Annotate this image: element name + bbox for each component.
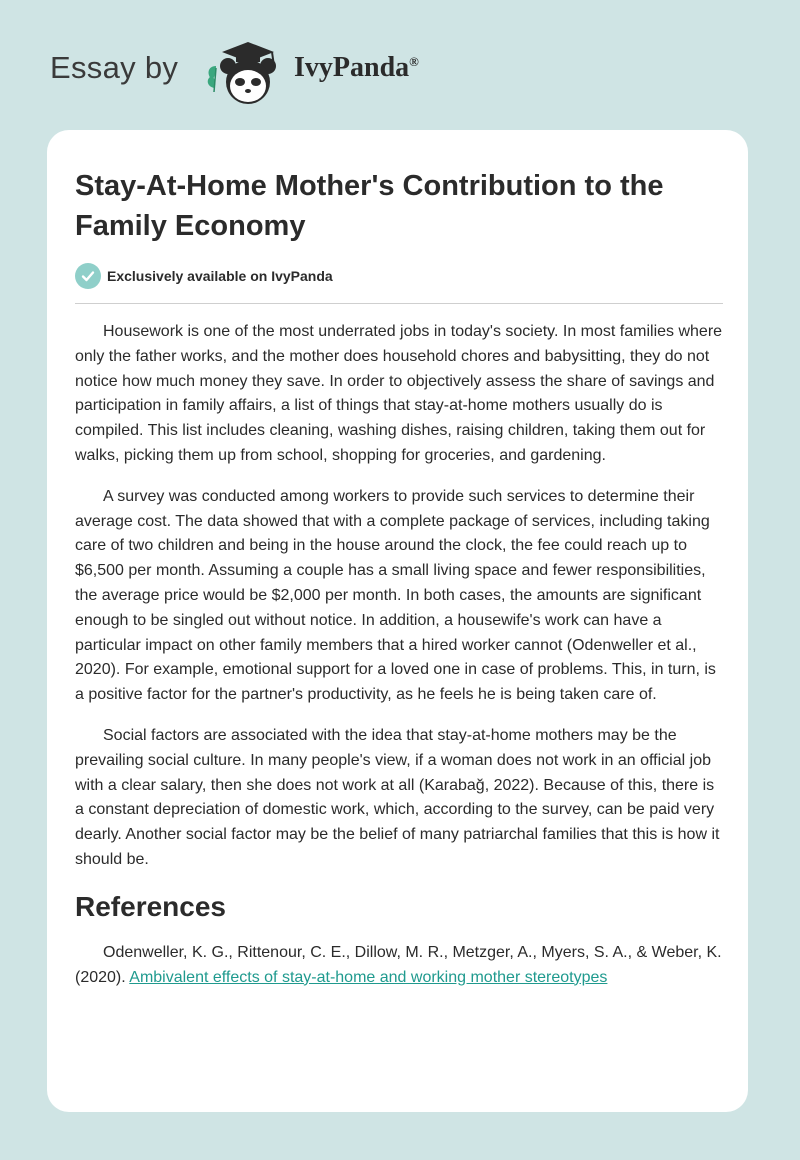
brand-text: IvyPanda — [294, 52, 410, 83]
exclusive-badge-text: Exclusively available on IvyPanda — [107, 268, 333, 284]
trademark-symbol: ® — [409, 54, 419, 69]
essay-by-label: Essay by — [50, 50, 179, 85]
divider — [75, 303, 723, 304]
paragraph: Social factors are associated with the idea that stay-at-home mothers may be the prevailing social culture. In many people's view, if a woman does not work in an official job with a clear salary, then she does not work at all (Karabağ, 2022). Because of this, there is a constant depreciation of domestic work, which, according to the survey, can be paid very dearly. Another social factor may be the belief of many patriarchal families that this is how it should be. — [75, 726, 720, 868]
exclusive-badge — [75, 262, 333, 290]
panda-logo-icon[interactable] — [202, 36, 288, 108]
paragraph: A survey was conducted among workers to provide such services to determine their average cost. The data showed that with a complete package of services, including taking care of two children and being in the house around the clock, the fee could reach up to $6,500 per month. Assuming a couple has a small living space and fewer responsibilities, the average price would be $2,000 per month. In both cases, the amounts are significant enough to be singled out without notice. In addition, a housewife's work can have a particular impact on other family members that a hired worker cannot (Odenweller et al., 2020). For example, emotional support for a loved one in case of problems. This, in turn, is a positive factor for the partner's productivity, as he feels he is being taken care of. — [75, 487, 716, 704]
reference-link[interactable]: Ambivalent effects of stay-at-home and working mother stereotypes — [129, 968, 608, 986]
brand-name[interactable] — [294, 52, 419, 84]
reference-item — [75, 941, 723, 991]
check-icon — [75, 263, 101, 289]
references-heading: References — [75, 890, 226, 922]
site-header — [50, 36, 750, 108]
essay-body — [75, 320, 723, 1006]
reference-text: Odenweller, K. G., Rittenour, C. E., Dillow, M. R., Metzger, A., Myers, S. A., & Weber, K. (2020). — [75, 943, 722, 986]
essay-title: Stay-At-Home Mother's Contribution to the Family Economy — [75, 170, 664, 242]
paragraph: Housework is one of the most underrated jobs in today's society. In most families where only the father works, and the mother does household chores and babysitting, they do not notice how much money they save. In order to objectively assess the share of savings and participation in family affairs, a list of things that stay-at-home mothers usually do is compiled. This list includes cleaning, washing dishes, raising children, taking them out for walks, picking them up from school, shopping for groceries, and gardening. — [75, 323, 723, 464]
essay-card — [47, 130, 748, 1112]
